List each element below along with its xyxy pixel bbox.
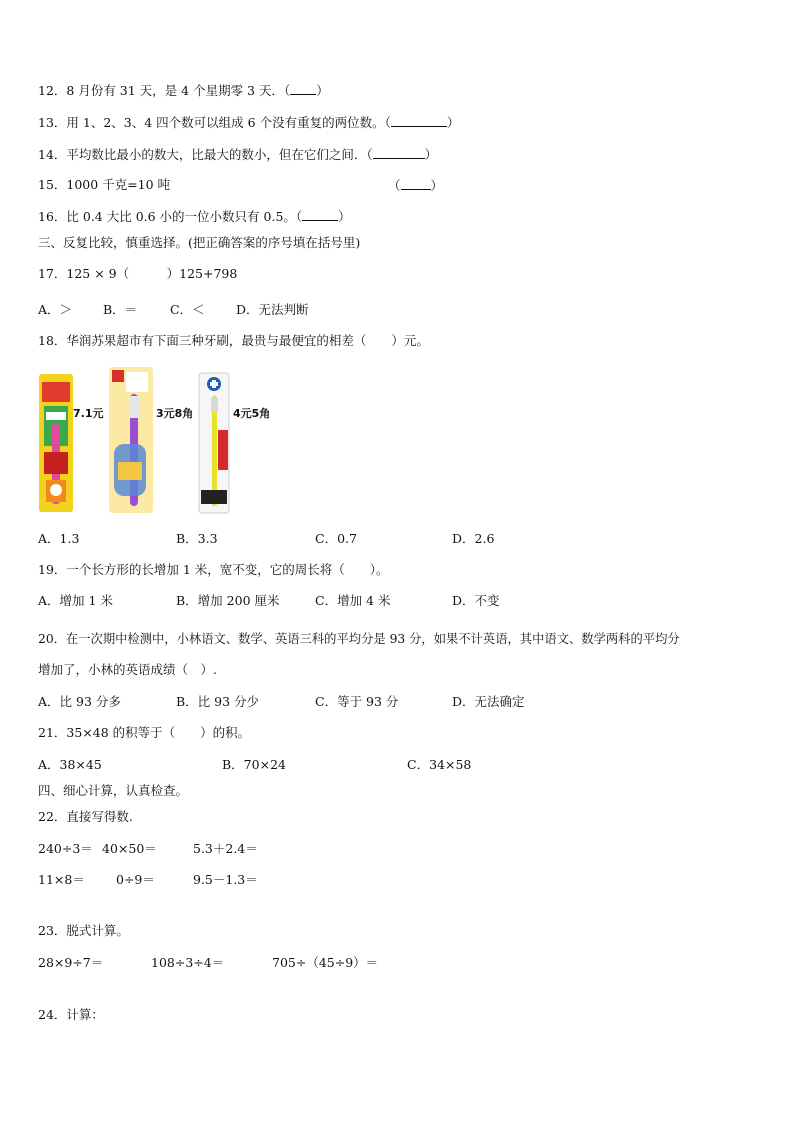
question-23: 23．脱式计算。 <box>38 923 129 938</box>
answer-blank[interactable] <box>401 177 431 190</box>
option-b[interactable]: B．70×24 <box>222 757 286 772</box>
question-16: 16．比 0.4 大比 0.6 小的一位小数只有 0.5。（ ） <box>38 209 351 224</box>
question-13-text: 13．用 1、2、3、4 四个数可以组成 6 个没有重复的两位数。（ <box>38 115 391 130</box>
option-a[interactable]: A．增加 1 米 <box>38 593 113 608</box>
option-c[interactable]: C．34×58 <box>407 757 472 772</box>
option-d[interactable]: D．不变 <box>452 593 500 608</box>
option-d[interactable]: D．2.6 <box>452 531 495 546</box>
question-15 <box>38 177 170 193</box>
option-c[interactable]: C．0.7 <box>315 531 357 546</box>
question-15-answer: （ ） <box>388 178 444 193</box>
option-a[interactable]: A．38×45 <box>38 757 102 772</box>
answer-blank[interactable] <box>391 114 447 127</box>
question-12: 12．8 月份有 31 天，是 4 个星期零 3 天．（ ） <box>38 83 329 98</box>
option-a[interactable]: A．1.3 <box>38 531 80 546</box>
section-3-heading: 三、反复比较，慎重选择。(把正确答案的序号填在括号里) <box>38 235 361 250</box>
question-14: 14．平均数比最小的数大，比最大的数小，但在它们之间．（ ） <box>38 147 438 162</box>
answer-blank[interactable] <box>290 82 316 95</box>
question-12-text: 12．8 月份有 31 天，是 4 个星期零 3 天．（ <box>38 83 291 98</box>
calc-item: 240÷3＝ <box>38 841 93 856</box>
option-d[interactable]: D．无法确定 <box>452 694 525 709</box>
calc-item: 40×50＝ <box>102 841 157 856</box>
calc-item: 5.3＋2.4＝ <box>193 841 258 856</box>
option-c[interactable]: C．等于 93 分 <box>315 694 399 709</box>
calc-item: 705÷（45÷9）＝ <box>272 955 379 970</box>
question-16-text: 16．比 0.4 大比 0.6 小的一位小数只有 0.5。（ <box>38 209 303 224</box>
question-17: 17．125 × 9（ ）125+798 <box>38 266 238 281</box>
answer-blank[interactable] <box>302 208 338 221</box>
calc-item: 108÷3÷4＝ <box>151 955 225 970</box>
calc-item: 0÷9＝ <box>116 872 155 887</box>
price-label-3: 4元5角 <box>233 407 271 420</box>
price-label-1: 7.1元 <box>73 407 104 420</box>
option-d[interactable]: D．无法判断 <box>236 302 309 317</box>
question-18: 18．华润苏果超市有下面三种牙刷，最贵与最便宜的相差（ ）元。 <box>38 333 429 348</box>
toothbrush-image-3 <box>198 372 230 517</box>
option-b[interactable]: B．增加 200 厘米 <box>176 593 280 608</box>
question-19: 19．一个长方形的长增加 1 米，宽不变，它的周长将（ ）。 <box>38 562 389 577</box>
question-14-text: 14．平均数比最小的数大，比最大的数小，但在它们之间．（ <box>38 147 373 162</box>
section-4-heading: 四、细心计算，认真检查。 <box>38 783 189 798</box>
answer-blank[interactable] <box>373 146 425 159</box>
question-13: 13．用 1、2、3、4 四个数可以组成 6 个没有重复的两位数。（ ） <box>38 115 460 130</box>
question-21: 21．35×48 的积等于（ ）的积。 <box>38 725 251 740</box>
calc-item: 11×8＝ <box>38 872 85 887</box>
option-c[interactable]: C．增加 4 米 <box>315 593 391 608</box>
question-20-line-1: 20．在一次期中检测中，小林语文、数学、英语三科的平均分是 93 分，如果不计英语，其中语文、数学两科的平均分 <box>38 632 680 646</box>
toothbrush-image-2 <box>108 366 154 519</box>
option-c[interactable]: C．＜ <box>170 302 205 317</box>
question-15-text: 15．1000 千克=10 吨 <box>38 177 171 192</box>
option-b[interactable]: B．3.3 <box>176 531 218 546</box>
toothbrush-image-1 <box>38 372 74 517</box>
price-label-2: 3元8角 <box>156 407 194 420</box>
option-b[interactable]: B．＝ <box>103 302 138 317</box>
question-24: 24．计算： <box>38 1007 104 1022</box>
calc-item: 28×9÷7＝ <box>38 955 104 970</box>
option-a[interactable]: A．＞ <box>38 302 73 317</box>
calc-item: 9.5－1.3＝ <box>193 872 258 887</box>
question-20-line-2: 增加了，小林的英语成绩（ ）. <box>38 662 217 677</box>
option-b[interactable]: B．比 93 分少 <box>176 694 260 709</box>
option-a[interactable]: A．比 93 分多 <box>38 694 121 709</box>
question-22: 22．直接写得数. <box>38 809 133 824</box>
